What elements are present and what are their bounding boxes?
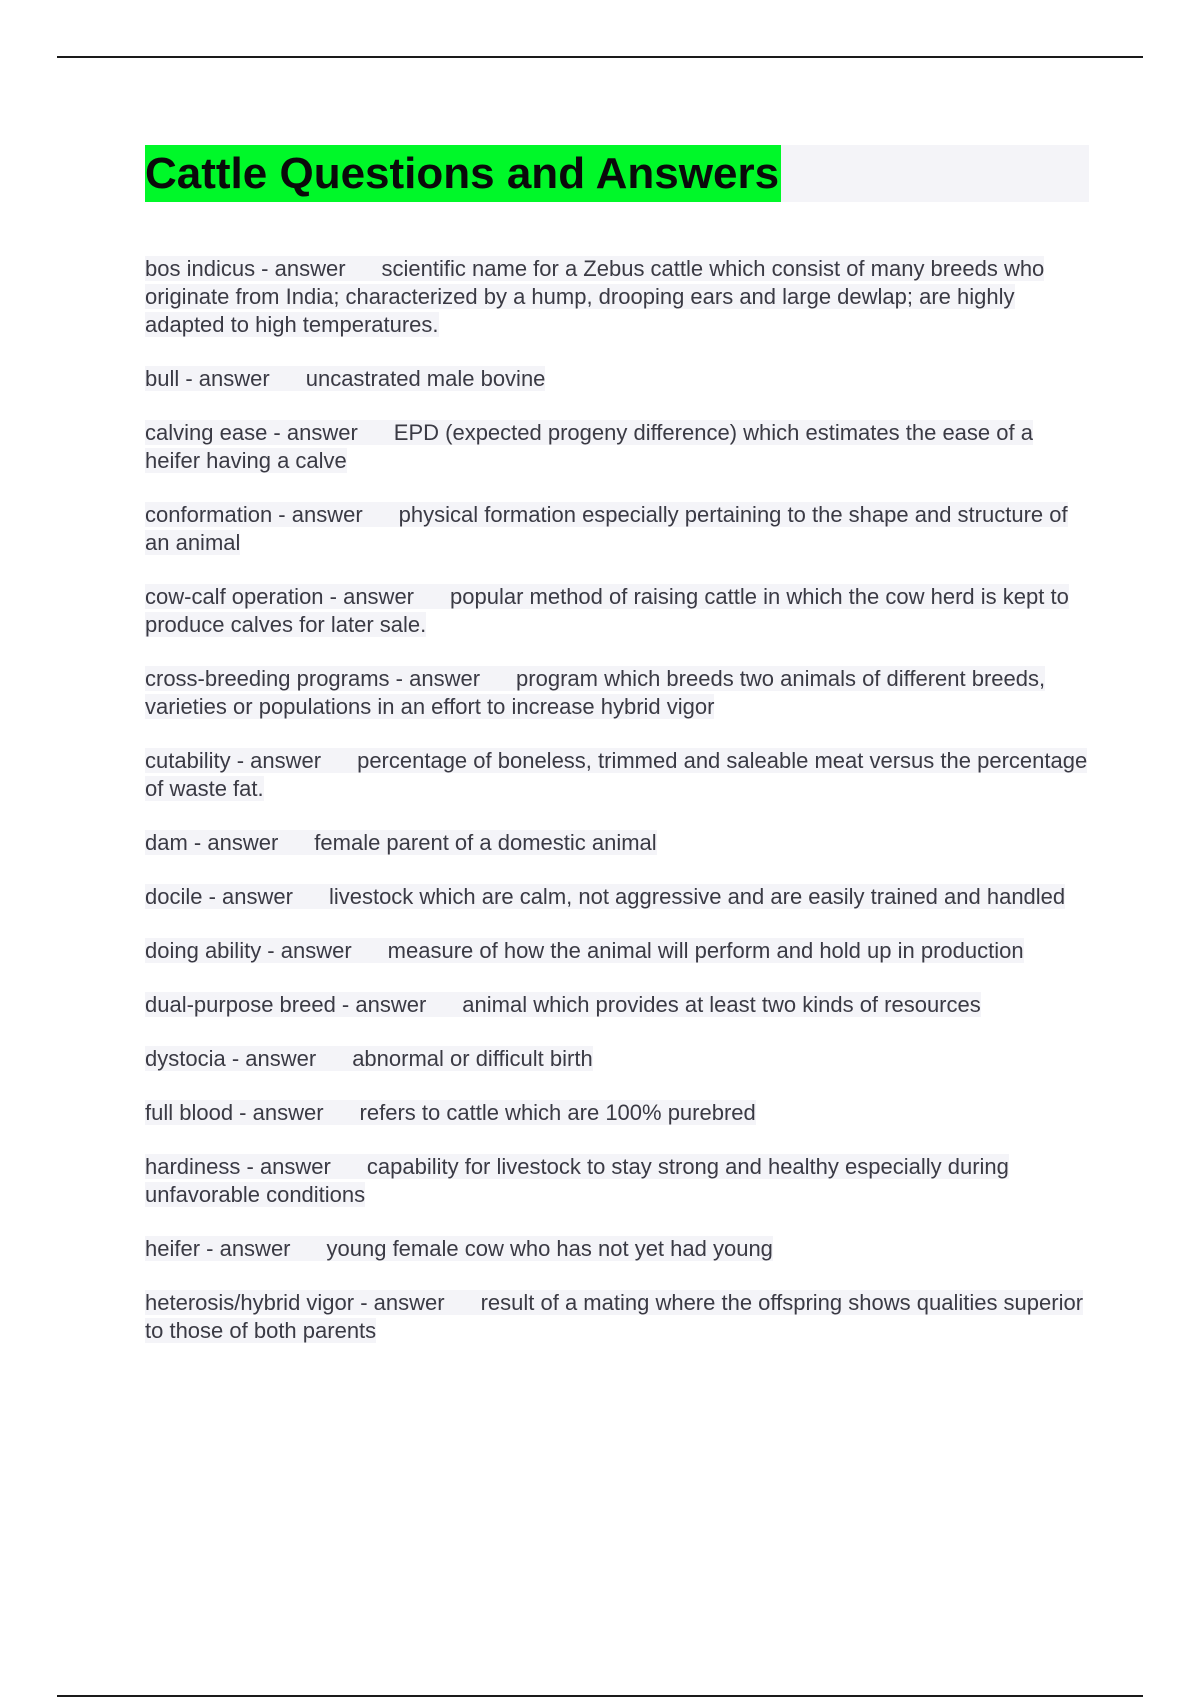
entry-term: dual-purpose breed - answer <box>145 992 427 1017</box>
entry-term: docile - answer <box>145 884 293 909</box>
entry-term: doing ability - answer <box>145 938 352 963</box>
page-title: Cattle Questions and Answers <box>145 145 781 202</box>
list-item <box>145 665 1089 721</box>
entry-definition: livestock which are calm, not aggressive and are easily trained and handled <box>328 884 1066 909</box>
entry-term: dam - answer <box>145 830 279 855</box>
bottom-rule <box>57 1695 1143 1697</box>
entry-definition: female parent of a domestic animal <box>314 830 657 855</box>
list-item <box>145 501 1089 557</box>
entry-definition: uncastrated male bovine <box>305 366 546 391</box>
list-item <box>145 255 1089 339</box>
list-item <box>145 1045 1089 1073</box>
entry-term: dystocia - answer <box>145 1046 317 1071</box>
list-item <box>145 1235 1089 1263</box>
entry-definition: refers to cattle which are 100% purebred <box>359 1100 756 1125</box>
entry-term: calving ease - answer <box>145 420 358 445</box>
entry-definition: abnormal or difficult birth <box>352 1046 593 1071</box>
entry-term: conformation - answer <box>145 502 363 527</box>
list-item <box>145 991 1089 1019</box>
entry-definition: EPD (expected progeny difference) which estimates the ease of a heifer having a calve <box>145 420 1033 473</box>
entry-definition: scientific name for a Zebus cattle which consist of many breeds who originate from India; characterized by a hump, drooping ears and large dewlap; are highly adapted to high temperatures. <box>145 256 1045 337</box>
entry-definition: program which breeds two animals of different breeds, varieties or populations in an effort to increase hybrid vigor <box>145 666 1046 719</box>
entry-term: heterosis/hybrid vigor - answer <box>145 1290 445 1315</box>
list-item <box>145 829 1089 857</box>
entry-definition: popular method of raising cattle in which the cow herd is kept to produce calves for later sale. <box>145 584 1069 637</box>
entry-term: full blood - answer <box>145 1100 324 1125</box>
entry-definition: percentage of boneless, trimmed and saleable meat versus the percentage of waste fat. <box>145 748 1088 801</box>
document-body <box>145 145 1089 1371</box>
entry-term: cow-calf operation - answer <box>145 584 415 609</box>
list-item <box>145 1289 1089 1345</box>
entry-definition: result of a mating where the offspring shows qualities superior to those of both parents <box>145 1290 1084 1343</box>
entry-definition: capability for livestock to stay strong and healthy especially during unfavorable conditions <box>145 1154 1009 1207</box>
list-item <box>145 1153 1089 1209</box>
top-rule <box>57 56 1143 58</box>
list-item <box>145 883 1089 911</box>
entry-term: bull - answer <box>145 366 270 391</box>
list-item <box>145 365 1089 393</box>
entry-definition: animal which provides at least two kinds of resources <box>462 992 981 1017</box>
list-item <box>145 937 1089 965</box>
title-band <box>145 145 1089 202</box>
list-item <box>145 419 1089 475</box>
entry-definition: physical formation especially pertaining to the shape and structure of an animal <box>145 502 1068 555</box>
entry-definition: measure of how the animal will perform and hold up in production <box>387 938 1024 963</box>
list-item <box>145 747 1089 803</box>
entry-term: heifer - answer <box>145 1236 291 1261</box>
entry-term: cutability - answer <box>145 748 322 773</box>
entry-definition: young female cow who has not yet had young <box>326 1236 773 1261</box>
list-item <box>145 1099 1089 1127</box>
entry-term: bos indicus - answer <box>145 256 346 281</box>
list-item <box>145 583 1089 639</box>
entry-list <box>145 255 1089 1345</box>
entry-term: cross-breeding programs - answer <box>145 666 481 691</box>
entry-term: hardiness - answer <box>145 1154 331 1179</box>
